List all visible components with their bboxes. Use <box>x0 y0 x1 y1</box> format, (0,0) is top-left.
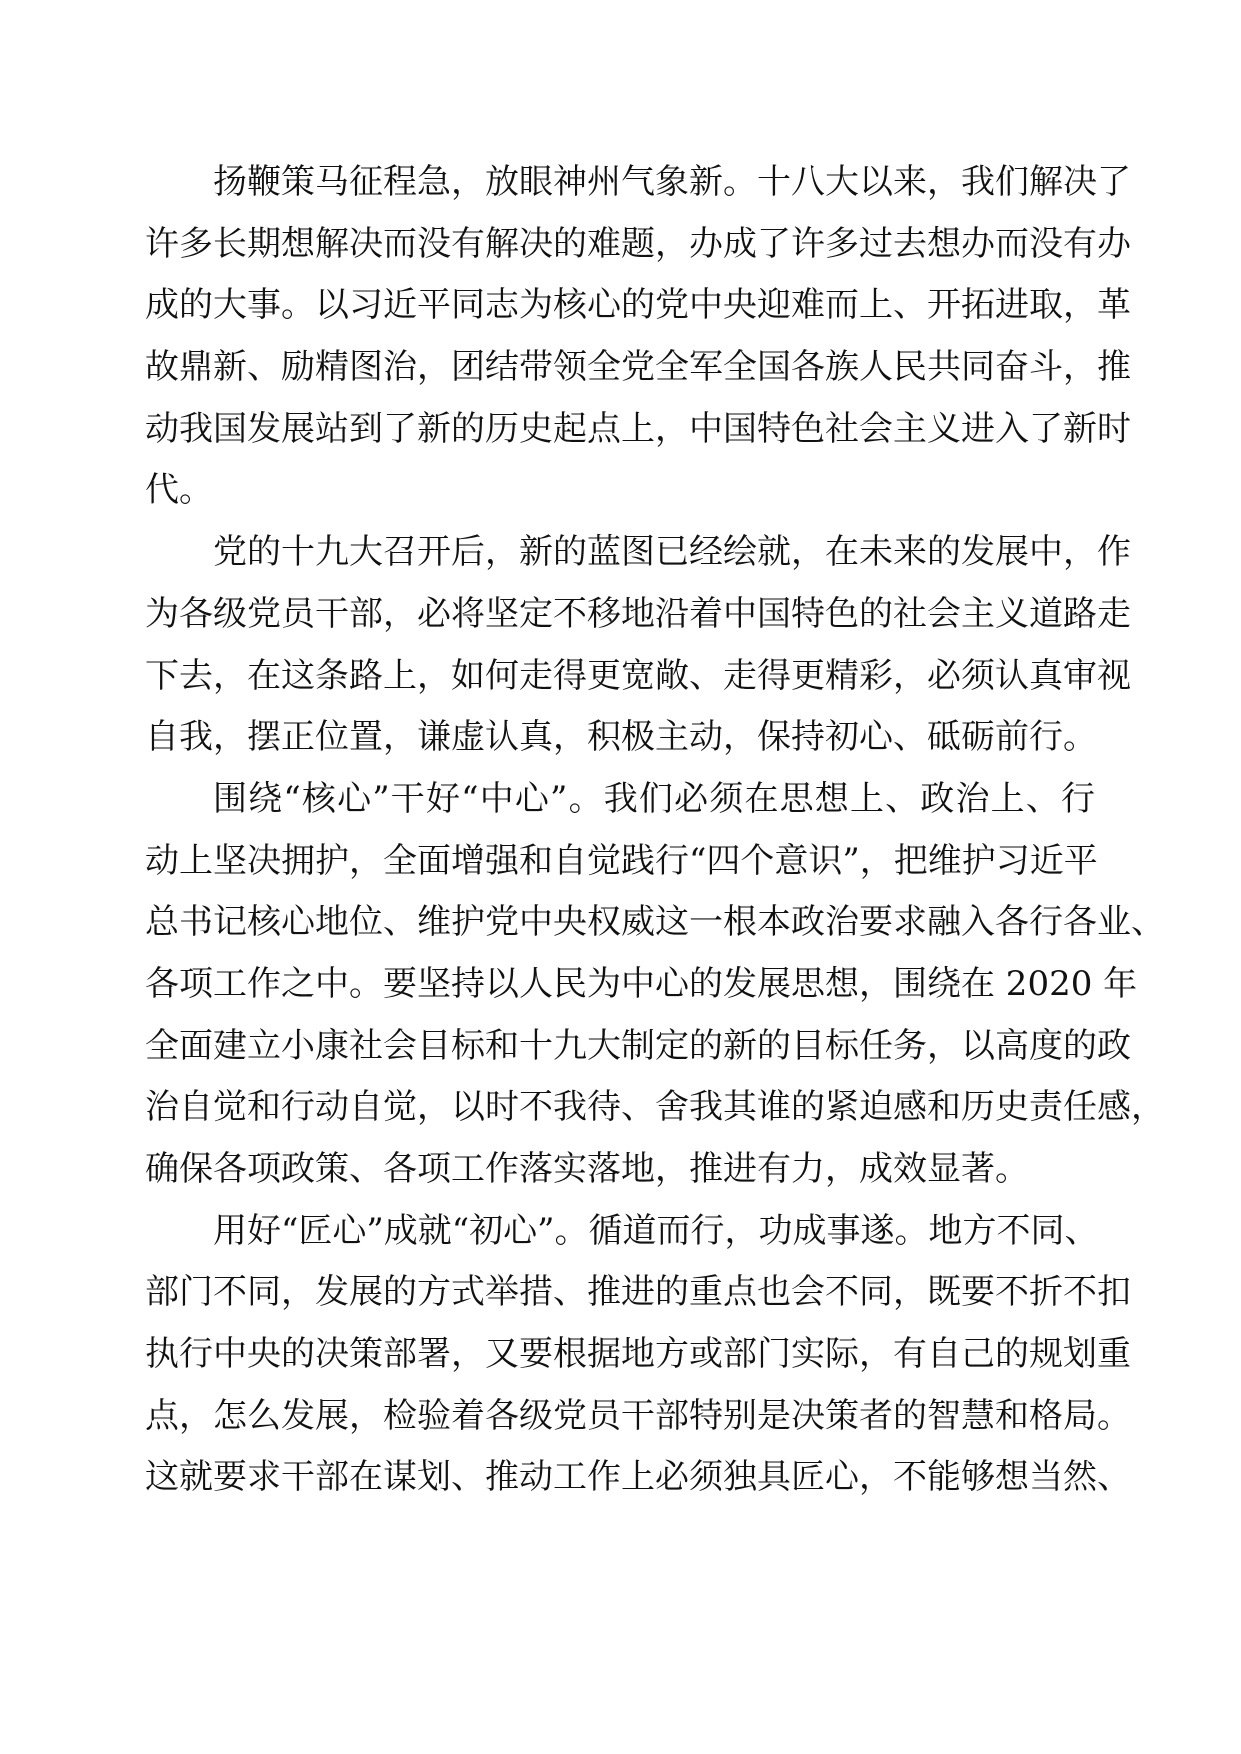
text-line: 用好“匠心”成就“初心”。循道而行，功成事遂。地方不同、 <box>213 1210 1099 1251</box>
text-line: 确保各项政策、各项工作落实落地，推进有力，成效显著。 <box>145 1149 1029 1189</box>
text-line: 下去，在这条路上，如何走得更宽敞、走得更精彩，必须认真审视 <box>145 655 1131 696</box>
text-line: 治自觉和行动自觉，以时不我待、舍我其谁的紧迫感和历史责任感， <box>145 1087 1165 1128</box>
text-line: 动我国发展站到了新的历史起点上，中国特色社会主义进入了新时 <box>145 408 1131 449</box>
text-line: 党的十九大召开后，新的蓝图已经绘就，在未来的发展中，作 <box>213 532 1131 573</box>
text-line: 点，怎么发展，检验着各级党员干部特别是决策者的智慧和格局。 <box>145 1395 1131 1436</box>
text-line: 围绕“核心”干好“中心”。我们必须在思想上、政治上、行 <box>213 778 1095 819</box>
text-line: 代。 <box>145 470 213 511</box>
text-line: 执行中央的决策部署，又要根据地方或部门实际，有自己的规划重 <box>145 1334 1131 1375</box>
text-line: 自我，摆正位置，谦虚认真，积极主动，保持初心、砥砺前行。 <box>145 717 1097 758</box>
text-line: 总书记核心地位、维护党中央权威这一根本政治要求融入各行各业、 <box>145 902 1165 943</box>
text-line: 各项工作之中。要坚持以人民为中心的发展思想，围绕在 2020 年 <box>145 963 1138 1004</box>
text-line: 扬鞭策马征程急，放眼神州气象新。十八大以来，我们解决了 <box>213 162 1131 202</box>
text-line: 这就要求干部在谋划、推动工作上必须独具匠心，不能够想当然、 <box>145 1457 1131 1498</box>
text-line: 全面建立小康社会目标和十九大制定的新的目标任务，以高度的政 <box>145 1025 1131 1066</box>
text-line: 部门不同，发展的方式举措、推进的重点也会不同，既要不折不扣 <box>145 1272 1131 1313</box>
text-line: 故鼎新、励精图治，团结带领全党全军全国各族人民共同奋斗，推 <box>145 347 1131 388</box>
text-line: 为各级党员干部，必将坚定不移地沿着中国特色的社会主义道路走 <box>145 593 1131 634</box>
text-line: 动上坚决拥护，全面增强和自觉践行“四个意识”，把维护习近平 <box>145 840 1098 881</box>
body-text <box>145 152 1165 1509</box>
text-line: 许多长期想解决而没有解决的难题，办成了许多过去想办而没有办 <box>145 223 1131 264</box>
text-line: 成的大事。以习近平同志为核心的党中央迎难而上、开拓进取，革 <box>145 285 1131 326</box>
